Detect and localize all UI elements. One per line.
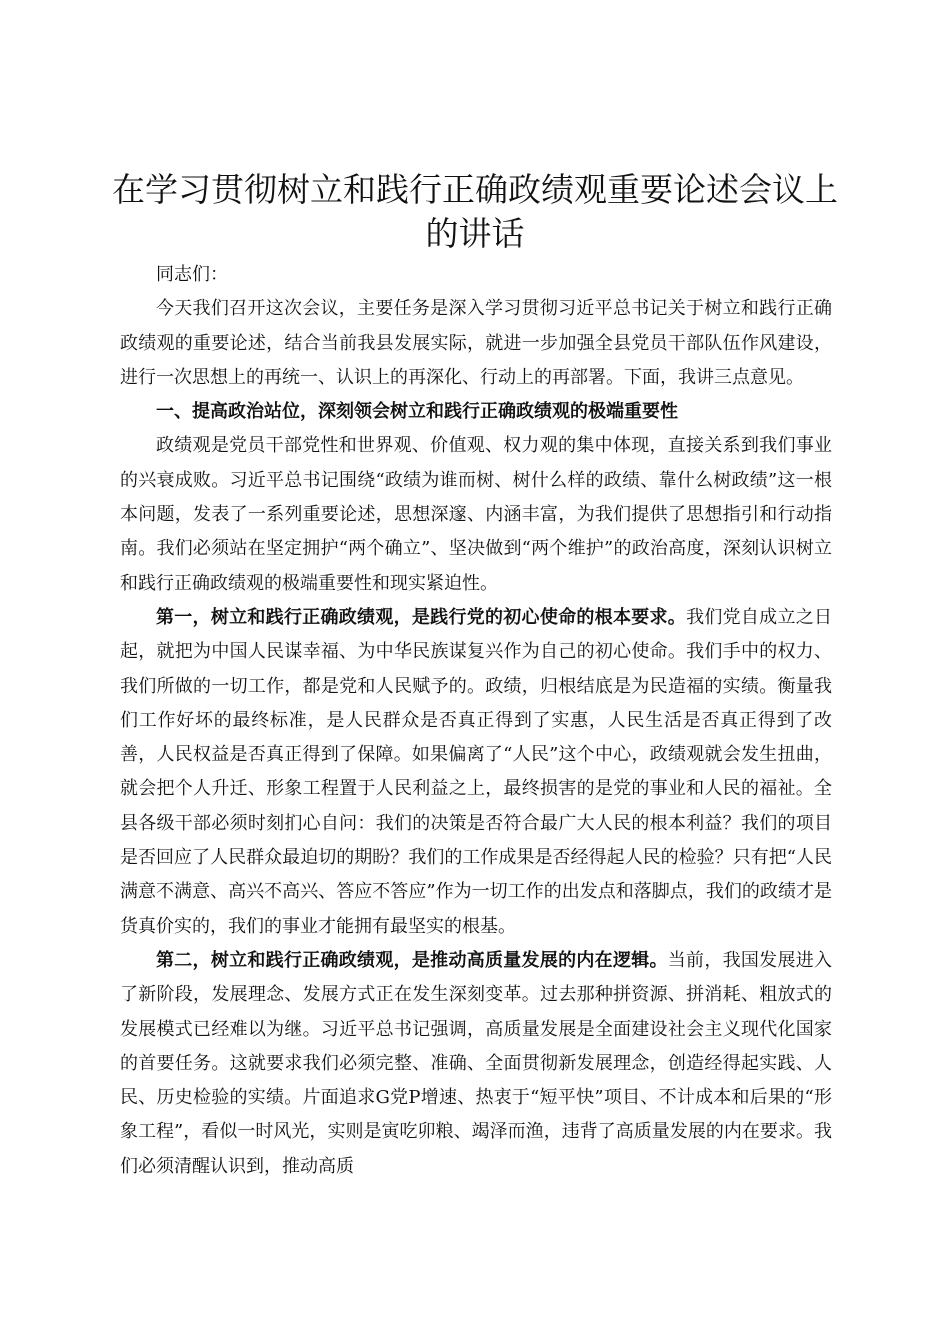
document-title: 在学习贯彻树立和践行正确政绩观重要论述会议上的讲话 <box>112 170 838 253</box>
section-1-heading: 一、提高政治站位，深刻领会树立和践行正确政绩观的极端重要性 <box>156 401 678 423</box>
salutation: 同志们： <box>156 264 228 285</box>
document-body <box>120 258 832 1184</box>
point-2-lead: 第二，树立和践行正确政绩观，是推动高质量发展的内在逻辑。 <box>156 949 668 971</box>
section-1-paragraph: 政绩观是党员干部党性和世界观、价值观、权力观的集中体现，直接关系到我们事业的兴衰成败。习近平总书记围绕“政绩为谁而树、树什么样的政绩、靠什么树政绩”这一根本问题，发表了一系列重要论述，思想深邃、内涵丰富，为我们提供了思想指引和行动指南。我们必须站在坚定拥护“两个确立”、坚决做到“两个维护”的政治高度，深刻认识树立和践行正确政绩观的极端重要性和现实紧迫性。 <box>120 435 832 594</box>
point-2-paragraph <box>120 944 832 1184</box>
point-2-text: 当前，我国发展进入了新阶段，发展理念、发展方式正在发生深刻变革。过去那种拼资源、拼消耗、粗放式的发展模式已经难以为继。习近平总书记强调，高质量发展是全面建设社会主义现代化国家的首要任务。这就要求我们必须完整、准确、全面贯彻新发展理念，创造经得起实践、人民、历史检验的实绩。片面追求G党P增速、热衷于“短平快”项目、不计成本和后果的“形象工程”，看似一时风光，实则是寅吃卯粮、竭泽而渔，违背了高质量发展的内在要求。我们必须清醒认识到，推动高质 <box>120 949 833 1177</box>
intro-paragraph: 今天我们召开这次会议，主要任务是深入学习贯彻习近平总书记关于树立和践行正确政绩观的重要论述，结合当前我县发展实际，就进一步加强全县党员干部队伍作风建设，进行一次思想上的再统一、认识上的再深化、行动上的再部署。下面，我讲三点意见。 <box>120 298 832 388</box>
point-1-paragraph <box>120 601 832 944</box>
point-1-lead: 第一，树立和践行正确政绩观，是践行党的初心使命的根本要求。 <box>156 606 687 628</box>
point-1-text: 我们党自成立之日起，就把为中国人民谋幸福、为中华民族谋复兴作为自己的初心使命。我们手中的权力、我们所做的一切工作，都是党和人民赋予的。政绩，归根结底是为民造福的实绩。衡量我们工作好坏的最终标准，是人民群众是否真正得到了实惠，人民生活是否真正得到了改善，人民权益是否真正得到了保障。如果偏离了“人民”这个中心，政绩观就会发生扭曲，就会把个人升迁、形象工程置于人民利益之上，最终损害的是党的事业和人民的福祉。全县各级干部必须时刻扪心自问：我们的决策是否符合最广大人民的根本利益？我们的项目是否回应了人民群众最迫切的期盼？我们的工作成果是否经得起人民的检验？只有把“人民满意不满意、高兴不高兴、答应不答应”作为一切工作的出发点和落脚点，我们的政绩才是货真价实的，我们的事业才能拥有最坚实的根基。 <box>120 606 833 937</box>
